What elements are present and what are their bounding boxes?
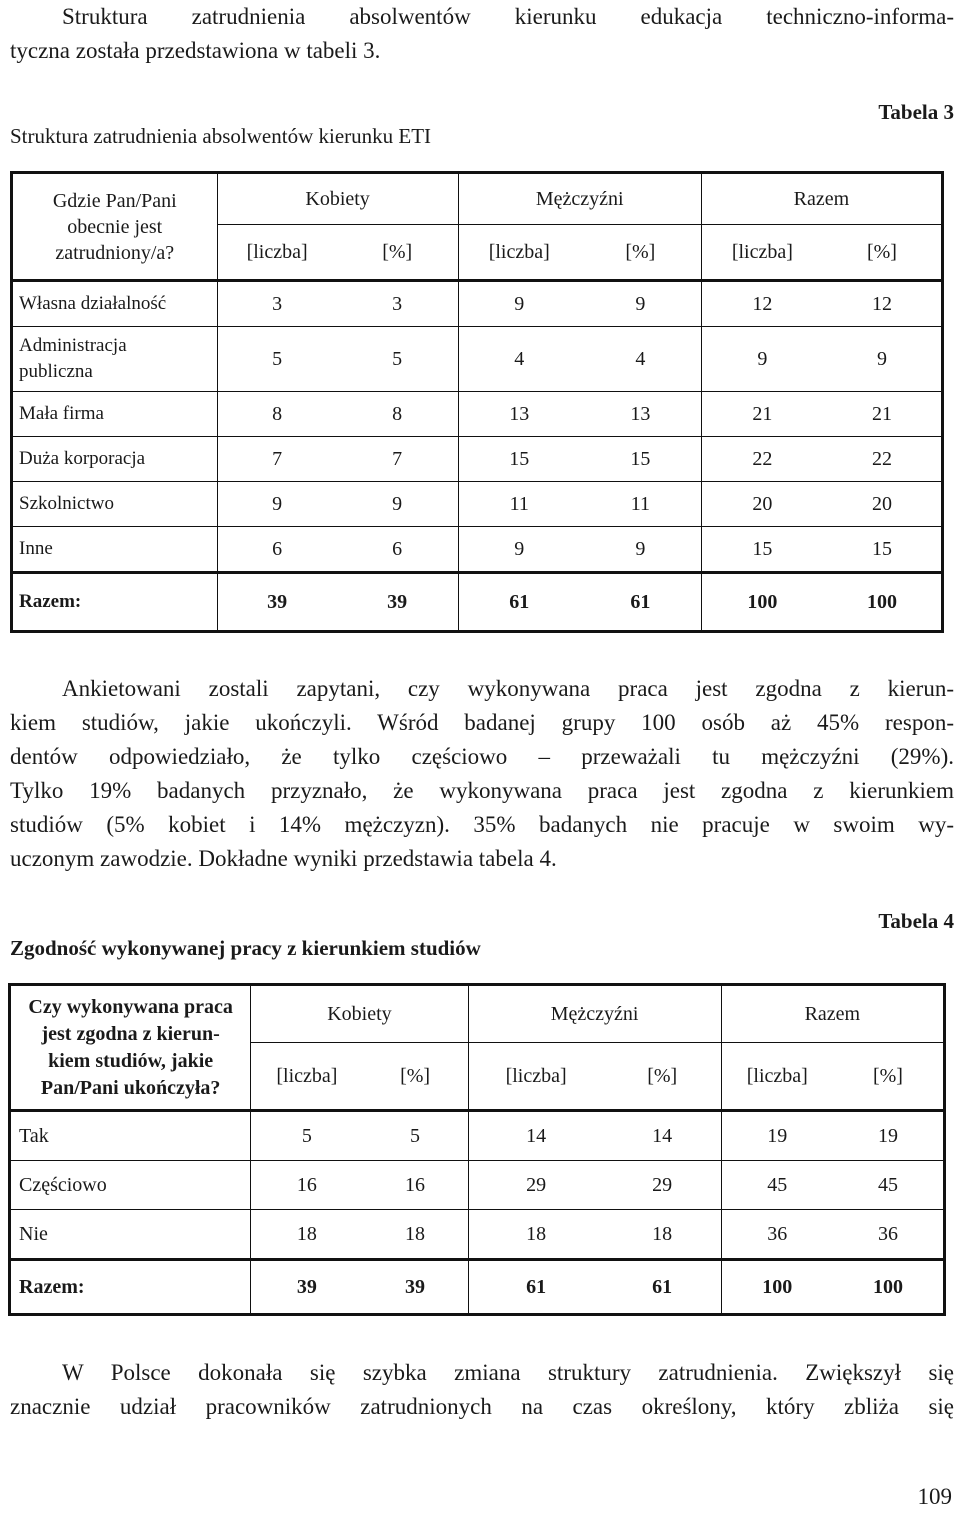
row-label: [12, 392, 218, 437]
table3-total-label: Razem:: [12, 573, 218, 632]
row-label: Nie: [10, 1210, 251, 1260]
table-cell: 9: [217, 482, 337, 527]
row-label: Tak: [10, 1111, 251, 1161]
table3-caption: Struktura zatrudnienia absolwentów kierunku ETI: [10, 124, 432, 148]
table-row: [12, 327, 943, 392]
table-cell: 11: [458, 482, 580, 527]
table-cell: 12: [701, 281, 823, 327]
paragraph-3: [10, 1356, 954, 1424]
table-cell: 15: [458, 437, 580, 482]
paragraph-2-line: kiem studiów, jakie ukończyli. Wśród badanej grupy 100 osób aż 45% respon-: [10, 710, 954, 735]
table3-subheader: [%]: [823, 225, 943, 281]
table-cell: 16: [251, 1161, 363, 1210]
table3-header-row: [12, 173, 943, 225]
table-cell: 22: [823, 437, 943, 482]
table-cell: 29: [604, 1161, 722, 1210]
table3-number: Tabela 3: [878, 100, 954, 124]
table3: [10, 171, 944, 633]
row-label-line: Inne: [19, 538, 53, 559]
table-cell: 15: [823, 527, 943, 573]
table-cell: 39: [267, 590, 288, 613]
table-cell: 19: [721, 1111, 833, 1161]
table-cell: 19: [833, 1111, 945, 1161]
table-row: [12, 281, 943, 327]
row-label: [12, 281, 218, 327]
table-row: [12, 392, 943, 437]
paragraph-2-line: Ankietowani zostali zapytani, czy wykonywana praca jest zgodna z kierun-: [62, 676, 954, 701]
table-cell: 3: [217, 281, 337, 327]
table-cell: 9: [701, 327, 823, 392]
paragraph-2: [10, 672, 954, 876]
table-cell: 3: [337, 281, 458, 327]
table-cell: 15: [701, 527, 823, 573]
table-cell: 45: [833, 1161, 945, 1210]
row-label: [12, 527, 218, 573]
table-cell: 18: [604, 1210, 722, 1260]
table3-subheader: [%]: [337, 225, 458, 281]
table-cell: 18: [363, 1210, 469, 1260]
row-label: Częściowo: [10, 1161, 251, 1210]
row-label-line: Własna działalność: [19, 293, 167, 314]
table4-row-header-line-1: Czy wykonywana praca: [28, 995, 233, 1018]
table-cell: 9: [458, 527, 580, 573]
table-cell: 13: [580, 392, 701, 437]
table-cell: 39: [296, 1275, 317, 1298]
table-cell: 39: [337, 573, 458, 632]
row-label: [12, 482, 218, 527]
paragraph-3-line: W Polsce dokonała się szybka zmiana struktury zatrudnienia. Zwiększył się: [62, 1360, 954, 1385]
paragraph-2-line: studiów (5% kobiet i 14% mężczyzn). 35% badanych nie pracuje w swoim wy-: [10, 812, 954, 837]
row-label-line: Administracja: [19, 335, 127, 356]
table3-group-mezczyzni: Mężczyźni: [458, 173, 701, 225]
table3-group-razem: Razem: [701, 173, 942, 225]
table3-subheader: [liczba]: [701, 225, 823, 281]
table-cell: 9: [458, 281, 580, 327]
table-cell: 13: [458, 392, 580, 437]
table-cell: 21: [823, 392, 943, 437]
table3-total-row: [12, 573, 943, 632]
row-label: [12, 437, 218, 482]
paragraph-3-line: znacznie udział pracowników zatrudnionych na czas określony, który zbliża się: [10, 1394, 954, 1419]
table-cell: 9: [580, 281, 701, 327]
table-cell: 15: [580, 437, 701, 482]
table4-header-row: [10, 985, 945, 1043]
table3-subheader: [%]: [580, 225, 701, 281]
table4-subheader: [liczba]: [251, 1043, 363, 1111]
table-cell: 20: [701, 482, 823, 527]
table4-row-header: [10, 985, 251, 1111]
table-cell: 22: [701, 437, 823, 482]
table-cell: 100: [747, 590, 778, 613]
intro-line-1: Struktura zatrudnienia absolwentów kierunku edukacja techniczno-informa-: [62, 4, 954, 29]
table-cell: 9: [823, 327, 943, 392]
table3-row-header-line-3: zatrudniony/a?: [55, 241, 175, 264]
table-cell: 14: [468, 1111, 604, 1161]
paragraph-2-line: Tylko 19% badanych przyznało, że wykonywana praca jest zgodna z kierunkiem: [10, 778, 954, 803]
row-label-line: Szkolnictwo: [19, 493, 114, 514]
table3-row-header-line-2: obecnie jest: [67, 215, 163, 238]
table-cell: 4: [458, 327, 580, 392]
table-cell: 16: [363, 1161, 469, 1210]
intro-paragraph: [10, 0, 954, 68]
table-cell: 21: [701, 392, 823, 437]
table-cell: 7: [337, 437, 458, 482]
table4-number: Tabela 4: [878, 909, 954, 933]
table-cell: 29: [468, 1161, 604, 1210]
page-number: 109: [917, 1484, 952, 1509]
table-cell: 61: [526, 1275, 547, 1298]
table-cell: 7: [217, 437, 337, 482]
table-cell: 18: [251, 1210, 363, 1260]
row-label: [12, 327, 218, 392]
table4-subheader: [%]: [363, 1043, 469, 1111]
table4-subheader: [liczba]: [468, 1043, 604, 1111]
table-cell: 14: [604, 1111, 722, 1161]
table-cell: 12: [823, 281, 943, 327]
table-cell: 61: [580, 573, 701, 632]
table4: [8, 983, 946, 1316]
table-cell: 18: [468, 1210, 604, 1260]
table-cell: 9: [580, 527, 701, 573]
table-cell: 8: [337, 392, 458, 437]
table-cell: 100: [762, 1275, 793, 1298]
table-cell: 4: [580, 327, 701, 392]
table4-caption: Zgodność wykonywanej pracy z kierunkiem studiów: [10, 936, 481, 960]
table-row: [12, 482, 943, 527]
table-cell: 100: [872, 1275, 903, 1298]
table-cell: 100: [866, 590, 897, 613]
table4-group-mezczyzni: Mężczyźni: [468, 985, 721, 1043]
table-cell: 36: [833, 1210, 945, 1260]
table-cell: 8: [217, 392, 337, 437]
table4-group-razem: Razem: [721, 985, 944, 1043]
table4-total-row: [10, 1260, 945, 1315]
table3-subheader: [liczba]: [217, 225, 337, 281]
table-cell: 61: [509, 590, 530, 613]
table3-row-header-line-1: Gdzie Pan/Pani: [52, 189, 177, 212]
table3-row-header: [12, 173, 218, 281]
table4-row-header-line-2: jest zgodna z kierun-: [41, 1022, 220, 1045]
intro-line-2: tyczna została przedstawiona w tabeli 3.: [10, 38, 381, 63]
table-cell: 45: [721, 1161, 833, 1210]
row-label-line: Mała firma: [19, 403, 104, 424]
table4-subheader: [%]: [833, 1043, 945, 1111]
table-row: [12, 437, 943, 482]
table-cell: 61: [604, 1260, 722, 1315]
table4-subheader: [%]: [604, 1043, 722, 1111]
table-cell: 6: [217, 527, 337, 573]
table-row: [10, 1111, 945, 1161]
table4-group-kobiety: Kobiety: [251, 985, 468, 1043]
table-cell: 5: [363, 1111, 469, 1161]
table4-subheader: [liczba]: [721, 1043, 833, 1111]
table-cell: 5: [251, 1111, 363, 1161]
table4-row-header-line-3: kiem studiów, jakie: [48, 1049, 214, 1072]
table-cell: 20: [823, 482, 943, 527]
table4-row-header-line-4: Pan/Pani ukończyła?: [40, 1076, 221, 1099]
table3-subheader: [liczba]: [458, 225, 580, 281]
row-label-line: publiczna: [19, 361, 93, 382]
table-cell: 5: [217, 327, 337, 392]
table-cell: 11: [580, 482, 701, 527]
table-cell: 9: [337, 482, 458, 527]
table4-total-label: Razem:: [10, 1260, 251, 1315]
table-row: [10, 1210, 945, 1260]
table-cell: 5: [337, 327, 458, 392]
table-cell: 36: [721, 1210, 833, 1260]
table3-group-kobiety: Kobiety: [217, 173, 458, 225]
row-label-line: Duża korporacja: [19, 448, 146, 469]
table-row: [12, 527, 943, 573]
table-cell: 39: [363, 1260, 469, 1315]
paragraph-2-line: dentów odpowiedziało, że tylko częściowo – przeważali tu mężczyźni (29%).: [10, 744, 954, 769]
table-cell: 6: [337, 527, 458, 573]
table-row: [10, 1161, 945, 1210]
paragraph-2-line: uczonym zawodzie. Dokładne wyniki przedstawia tabela 4.: [10, 846, 557, 871]
